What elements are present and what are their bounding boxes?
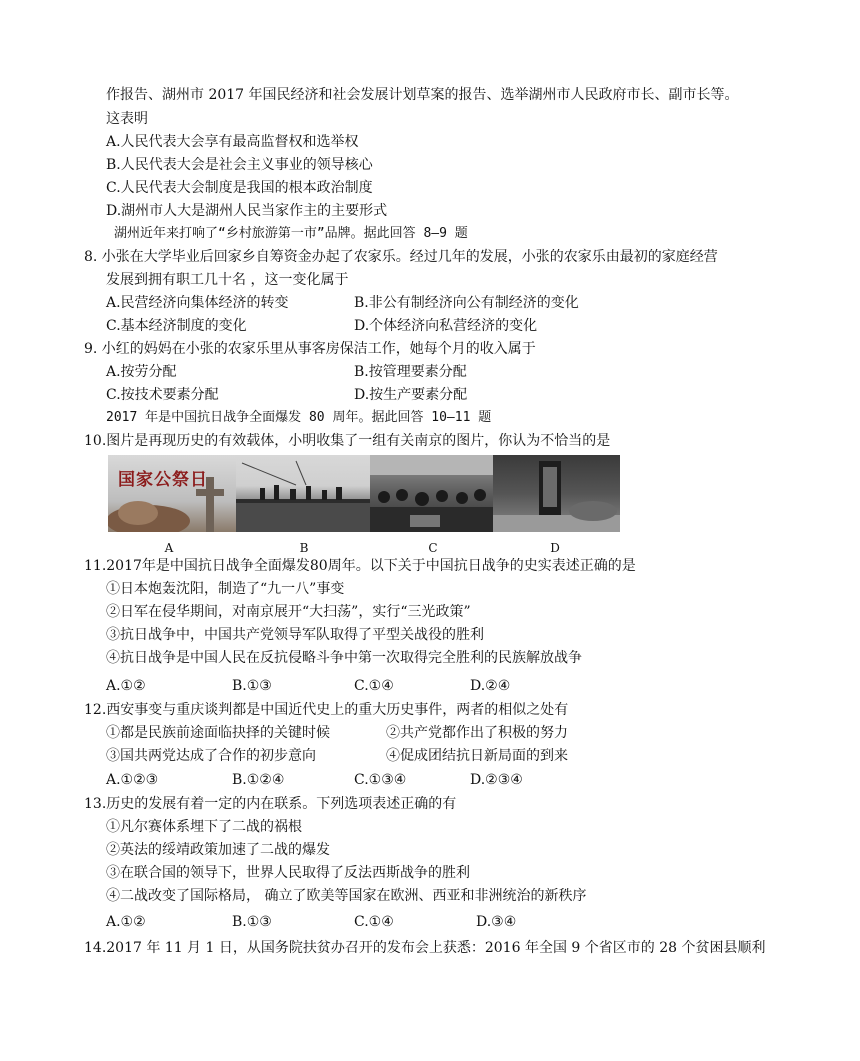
option-c: C.①③④ xyxy=(354,772,407,788)
photo-c xyxy=(370,455,493,532)
option-b: B.①③ xyxy=(232,914,272,930)
statement-1: ①都是民族前途面临抉择的关键时候 xyxy=(106,725,330,741)
section-note: 湖州近年来打响了“乡村旅游第一市”品牌。据此回答 8—9 题 xyxy=(114,226,468,241)
option-a: A.①② xyxy=(106,914,146,930)
option-c: C.①④ xyxy=(354,678,394,694)
option-c: C.基本经济制度的变化 xyxy=(106,318,247,334)
statement-2: ②日军在侵华期间，对南京展开“大扫荡”，实行“三光政策” xyxy=(106,604,471,620)
question-8: 8. 小张在大学毕业后回家乡自筹资金办起了农家乐。经过几年的发展，小张的农家乐由最初的家庭经营 xyxy=(84,249,718,265)
caption-d: D xyxy=(550,541,560,555)
statement-4: ④抗日战争是中国人民在反抗侵略斗争中第一次取得完全胜利的民族解放战争 xyxy=(106,650,582,666)
statement-3: ③国共两党达成了合作的初步意向 xyxy=(106,748,316,764)
caption-b: B xyxy=(299,541,309,555)
option-a: A.民营经济向集体经济的转变 xyxy=(106,295,289,311)
section-note: 2017 年是中国抗日战争全面爆发 80 周年。据此回答 10—11 题 xyxy=(106,410,492,425)
option-c: C.按技术要素分配 xyxy=(106,387,219,403)
question-14: 14.2017 年 11 月 1 日，从国务院扶贫办召开的发布会上获悉：2016 年全国 9 个省区市的 28 个贫困县顺利 xyxy=(84,940,766,956)
statement-2: ②共产党都作出了积极的努力 xyxy=(386,725,568,741)
question-text: 这表明 xyxy=(106,111,148,127)
option-b: B.人民代表大会是社会主义事业的领导核心 xyxy=(106,157,373,173)
question-9: 9. 小红的妈妈在小张的农家乐里从事客房保洁工作，她每个月的收入属于 xyxy=(84,341,536,357)
option-a: A.①② xyxy=(106,678,146,694)
option-b: B.①②④ xyxy=(232,772,285,788)
option-d: D.个体经济向私营经济的变化 xyxy=(354,318,538,334)
memorial-day-text: 国家公祭日 xyxy=(118,470,208,490)
question-13: 13.历史的发展有着一定的内在联系。下列选项表述正确的有 xyxy=(84,796,457,812)
photo-a xyxy=(108,455,236,532)
question-12: 12.西安事变与重庆谈判都是中国近代史上的重大历史事件，两者的相似之处有 xyxy=(84,702,569,718)
option-b: B.非公有制经济向公有制经济的变化 xyxy=(354,295,579,311)
option-b: B.①③ xyxy=(232,678,272,694)
photo-d xyxy=(493,455,620,532)
caption-a: A xyxy=(164,541,174,555)
option-d: D.②③④ xyxy=(470,772,523,788)
caption-c: C xyxy=(428,541,438,555)
question-11: 11.2017年是中国抗日战争全面爆发80周年。以下关于中国抗日战争的史实表述正确的是 xyxy=(84,558,636,574)
question-10: 10.图片是再现历史的有效载体，小明收集了一组有关南京的图片，你认为不恰当的是 xyxy=(84,433,611,449)
monument-illustration xyxy=(493,455,620,532)
question-8-cont: 发展到拥有职工几十名 ，这一变化属于 xyxy=(106,272,349,288)
statement-2: ②英法的绥靖政策加速了二战的爆发 xyxy=(106,842,330,858)
statement-4: ④二战改变了国际格局， 确立了欧美等国家在欧洲、西亚和非洲统治的新秩序 xyxy=(106,888,587,904)
question-text: 作报告、湖州市 2017 年国民经济和社会发展计划草案的报告、选举湖州市人民政府市长、副市长等。 xyxy=(106,87,739,103)
option-a: A.①②③ xyxy=(106,772,159,788)
option-b: B.按管理要素分配 xyxy=(354,364,467,380)
option-c: C.人民代表大会制度是我国的根本政治制度 xyxy=(106,180,373,196)
option-d: D.湖州市人大是湖州人民当家作主的主要形式 xyxy=(106,203,388,219)
option-d: D.②④ xyxy=(470,678,511,694)
option-a: A.人民代表大会享有最高监督权和选举权 xyxy=(106,134,359,150)
option-a: A.按劳分配 xyxy=(106,364,177,380)
option-c: C.①④ xyxy=(354,914,394,930)
statement-3: ③抗日战争中，中国共产党领导军队取得了平型关战役的胜利 xyxy=(106,627,484,643)
option-d: D.③④ xyxy=(476,914,517,930)
statement-1: ①日本炮轰沈阳，制造了“九一八”事变 xyxy=(106,581,345,597)
statement-1: ①凡尔赛体系埋下了二战的祸根 xyxy=(106,819,302,835)
crowd-illustration xyxy=(370,455,493,532)
photo-b xyxy=(236,455,370,532)
wall-soldiers-illustration xyxy=(236,455,370,532)
statement-4: ④促成团结抗日新局面的到来 xyxy=(386,748,568,764)
option-d: D.按生产要素分配 xyxy=(354,387,468,403)
statement-3: ③在联合国的领导下，世界人民取得了反法西斯战争的胜利 xyxy=(106,865,470,881)
